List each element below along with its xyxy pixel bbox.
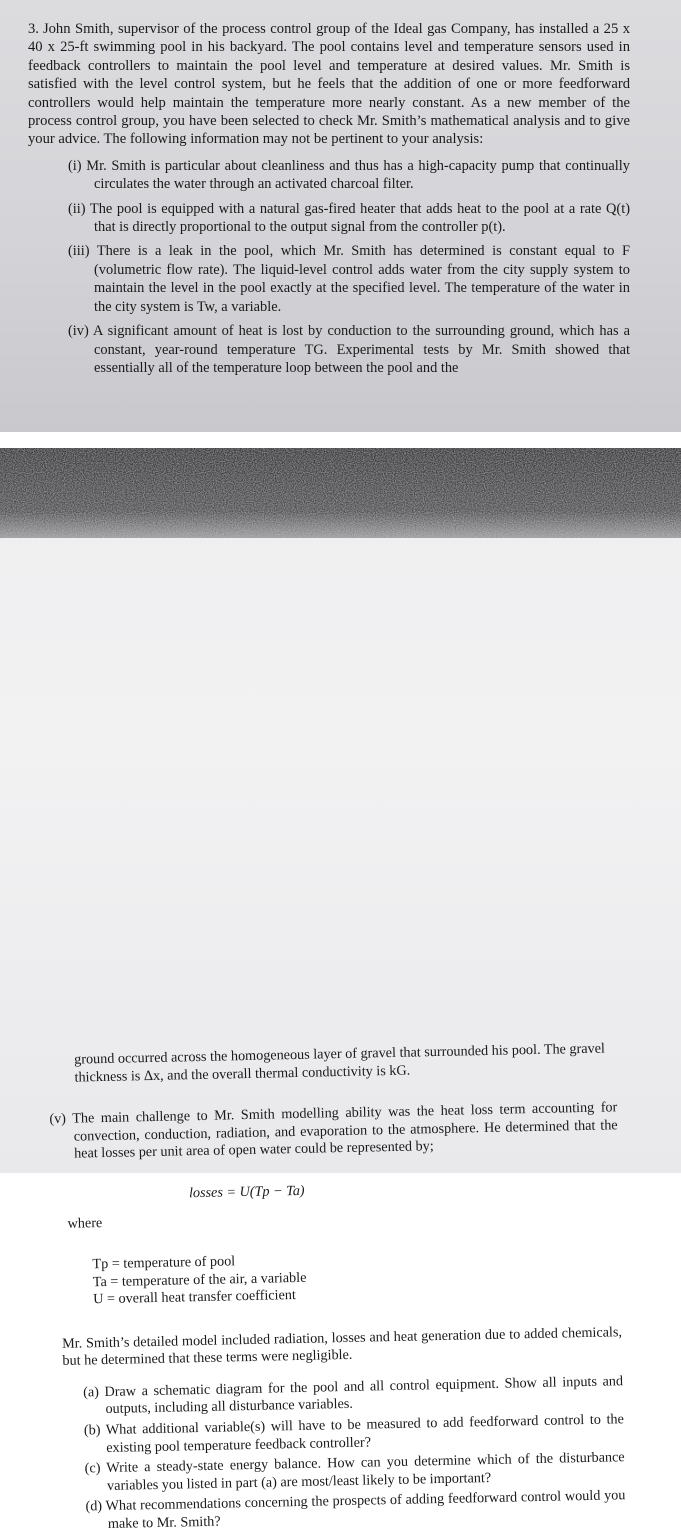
part-c: (c) Write a steady-state energy balance. How can you determine which of the disturbance variables you listed in part (a) are most/least likely to be important? (84, 1449, 625, 1494)
question-intro-text: John Smith, supervisor of the process control group of the Ideal gas Company, has installed a 25 x 40 x 25-ft swimming pool in his backyard. The pool contains level and temperature sensors used in feedback controllers to maintain the pool level and temperature at desired values. Mr. Smith is satisfied with the level control system, but he feels that the addition of one or more feedforward controllers would help maintain the temperature more nearly constant. As a new member of the process control group, you have been selected to check Mr. Smith’s mathematical analysis and to give your advice. The following information may not be pertinent to your analysis: (28, 21, 630, 148)
losses-equation (189, 1176, 619, 1203)
definition-ta: Ta = temperature of the air, a variable (92, 1269, 307, 1290)
info-list (28, 157, 630, 377)
info-item-ii: (ii) The pool is equipped with a natural gas-fired heater that adds heat to the pool at a rate Q(t) that is directly proportional to the output signal from the controller p(t). (68, 200, 630, 236)
photo-divider (0, 432, 681, 448)
info-item-v: (v) The main challenge to Mr. Smith modelling ability was the heat loss term accounting for convection, conduction, radiation, and evaporation to the atmosphere. He determined that the heat losses per unit area of open water could be represented by; (49, 1099, 618, 1163)
question-intro (28, 20, 630, 149)
bottom-page-photo (0, 448, 681, 1533)
bottom-text-block (49, 1040, 626, 1537)
model-note: Mr. Smith’s detailed model included radiation, losses and heat generation due to added chemicals, but he determined that these terms were negligible. (61, 1323, 623, 1370)
top-page-photo (0, 0, 681, 432)
dark-texture-band (0, 448, 681, 538)
part-b: (b) What additional variable(s) will have to be measured to add feedforward control to the existing pool temperature feedback controller? (83, 1411, 624, 1456)
where-label: where (67, 1214, 103, 1232)
top-text-block (28, 20, 630, 383)
definition-tp: Tp = temperature of pool (92, 1253, 236, 1273)
definitions-list (92, 1245, 621, 1309)
losses-equation-text: losses = U(Tp − Ta) (188, 1182, 305, 1202)
question-parts (83, 1373, 626, 1534)
info-item-iii: (iii) There is a leak in the pool, which Mr. Smith has determined is constant equal to F (volumetric flow rate). The liquid-level control adds water from the city supply system to maintain the level in the pool exactly at the specified level. The temperature of the water in the city system is Tw, a variable. (68, 243, 630, 315)
gravel-continuation: ground occurred across the homogeneous layer of gravel that surrounded his pool. The gravel thickness is Δx, and the overall thermal conductivity is kG. (73, 1040, 606, 1086)
part-d: (d) What recommendations concerning the prospects of adding feedforward control would you make to Mr. Smith? (85, 1487, 626, 1533)
question-number: 3. (28, 21, 39, 37)
info-item-iv: (iv) A significant amount of heat is lost by conduction to the surrounding ground, which has a constant, year-round temperature TG. Experimental tests by Mr. Smith showed that essentially all of the temperature loop between the pool and the (68, 323, 630, 376)
info-item-i: (i) Mr. Smith is particular about cleanliness and thus has a high-capacity pump that continually circulates the water through an activated charcoal filter. (68, 157, 630, 193)
part-a: (a) Draw a schematic diagram for the pool and all control equipment. Show all inputs and outputs, including all disturbance variables. (82, 1373, 624, 1418)
definition-u: U = overall heat transfer coefficient (93, 1287, 297, 1308)
